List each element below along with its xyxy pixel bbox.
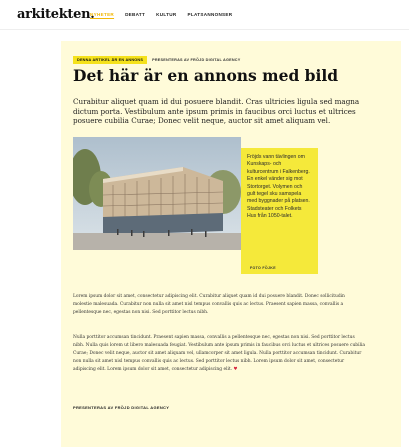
nav-item-debatt[interactable]: DEBATT (125, 12, 146, 17)
footer-presented-by: PRESENTERAS AV FRÖJD DIGITAL AGENCY (73, 405, 170, 410)
article-headline: Det här är en annons med bild (73, 66, 339, 85)
nav-item-nyheter[interactable]: NYHETER (90, 12, 115, 17)
body-paragraph-2 (73, 334, 365, 374)
body-paragraph-2-text: Nulla porttitor accumsan tincidunt. Praesent sapien massa, convallis a pellentesque nec, egestas non nisi. Sed porttitor lectus nibh. Nulla quis lorem ut libero malesuada feugiat. Vestibulum ante ipsum primis in faucibus orci luctus et ultrices posuere cubilia Curae; Donec velit neque, auctor sit amet aliquam vel, ullamcorper sit amet ligula. Nulla porttitor accumsan tincidunt. Curabitur non nulla sit amet nisl tempus convallis quis ac lectus. Sed porttitor lectus nibh. Lorem ipsum dolor sit amet, consectetur adipiscing elit. Lorem ipsum dolor sit amet, consectetur adipiscing elit. (73, 335, 365, 372)
article-ingress: Curabitur aliquet quam id dui posuere blandit. Cras ultricies ligula sed magna dictum porta. Vestibulum ante ipsum primis in faucibus orci luctus et ultrices posuere cubilia Curae; Donec velit neque, auctor sit amet aliquam vel. (73, 97, 360, 126)
heart-icon: ♥ (233, 366, 238, 372)
nav-item-kultur[interactable]: KULTUR (156, 12, 177, 17)
building-illustration (73, 137, 241, 250)
photo-credit: FOTO FÖJKE (250, 266, 276, 270)
image-caption: Fröjds vann tävlingen om Kunskaps- och kulturcentrum i Falkenberg. En enkel vänder sig mot Stortorget. Volymen och gult tegel sku samspela med byggnader på platsen. Stadsteater och Folkets Hus från 1050-talet. (247, 154, 310, 220)
presented-by-label: PRESENTERAS AV FRÖJD DIGITAL AGENCY (152, 58, 241, 62)
article-meta-row (73, 56, 240, 64)
nav-item-platsannonser[interactable]: PLATSANNONSER (187, 12, 233, 17)
main-nav (90, 12, 232, 17)
article-image (73, 137, 241, 250)
site-logo[interactable]: arkitekten. (17, 7, 95, 22)
top-navigation-bar (0, 0, 409, 30)
image-caption-box (241, 148, 318, 274)
body-paragraph-1: Lorem ipsum dolor sit amet, consectetur adipiscing elit. Curabitur aliquet quam id dui posuere blandit. Donec sollicitudin molestie malesuada. Curabitur non nulla sit amet nisl tempus convallis quis ac lectus. Praesent sapien massa, convallis a pellentesque nec, egestas non nisi. Sed porttitor lectus nibh. (73, 294, 345, 315)
sponsored-badge: DENNA ARTIKEL ÄR EN ANNONS (73, 56, 147, 64)
